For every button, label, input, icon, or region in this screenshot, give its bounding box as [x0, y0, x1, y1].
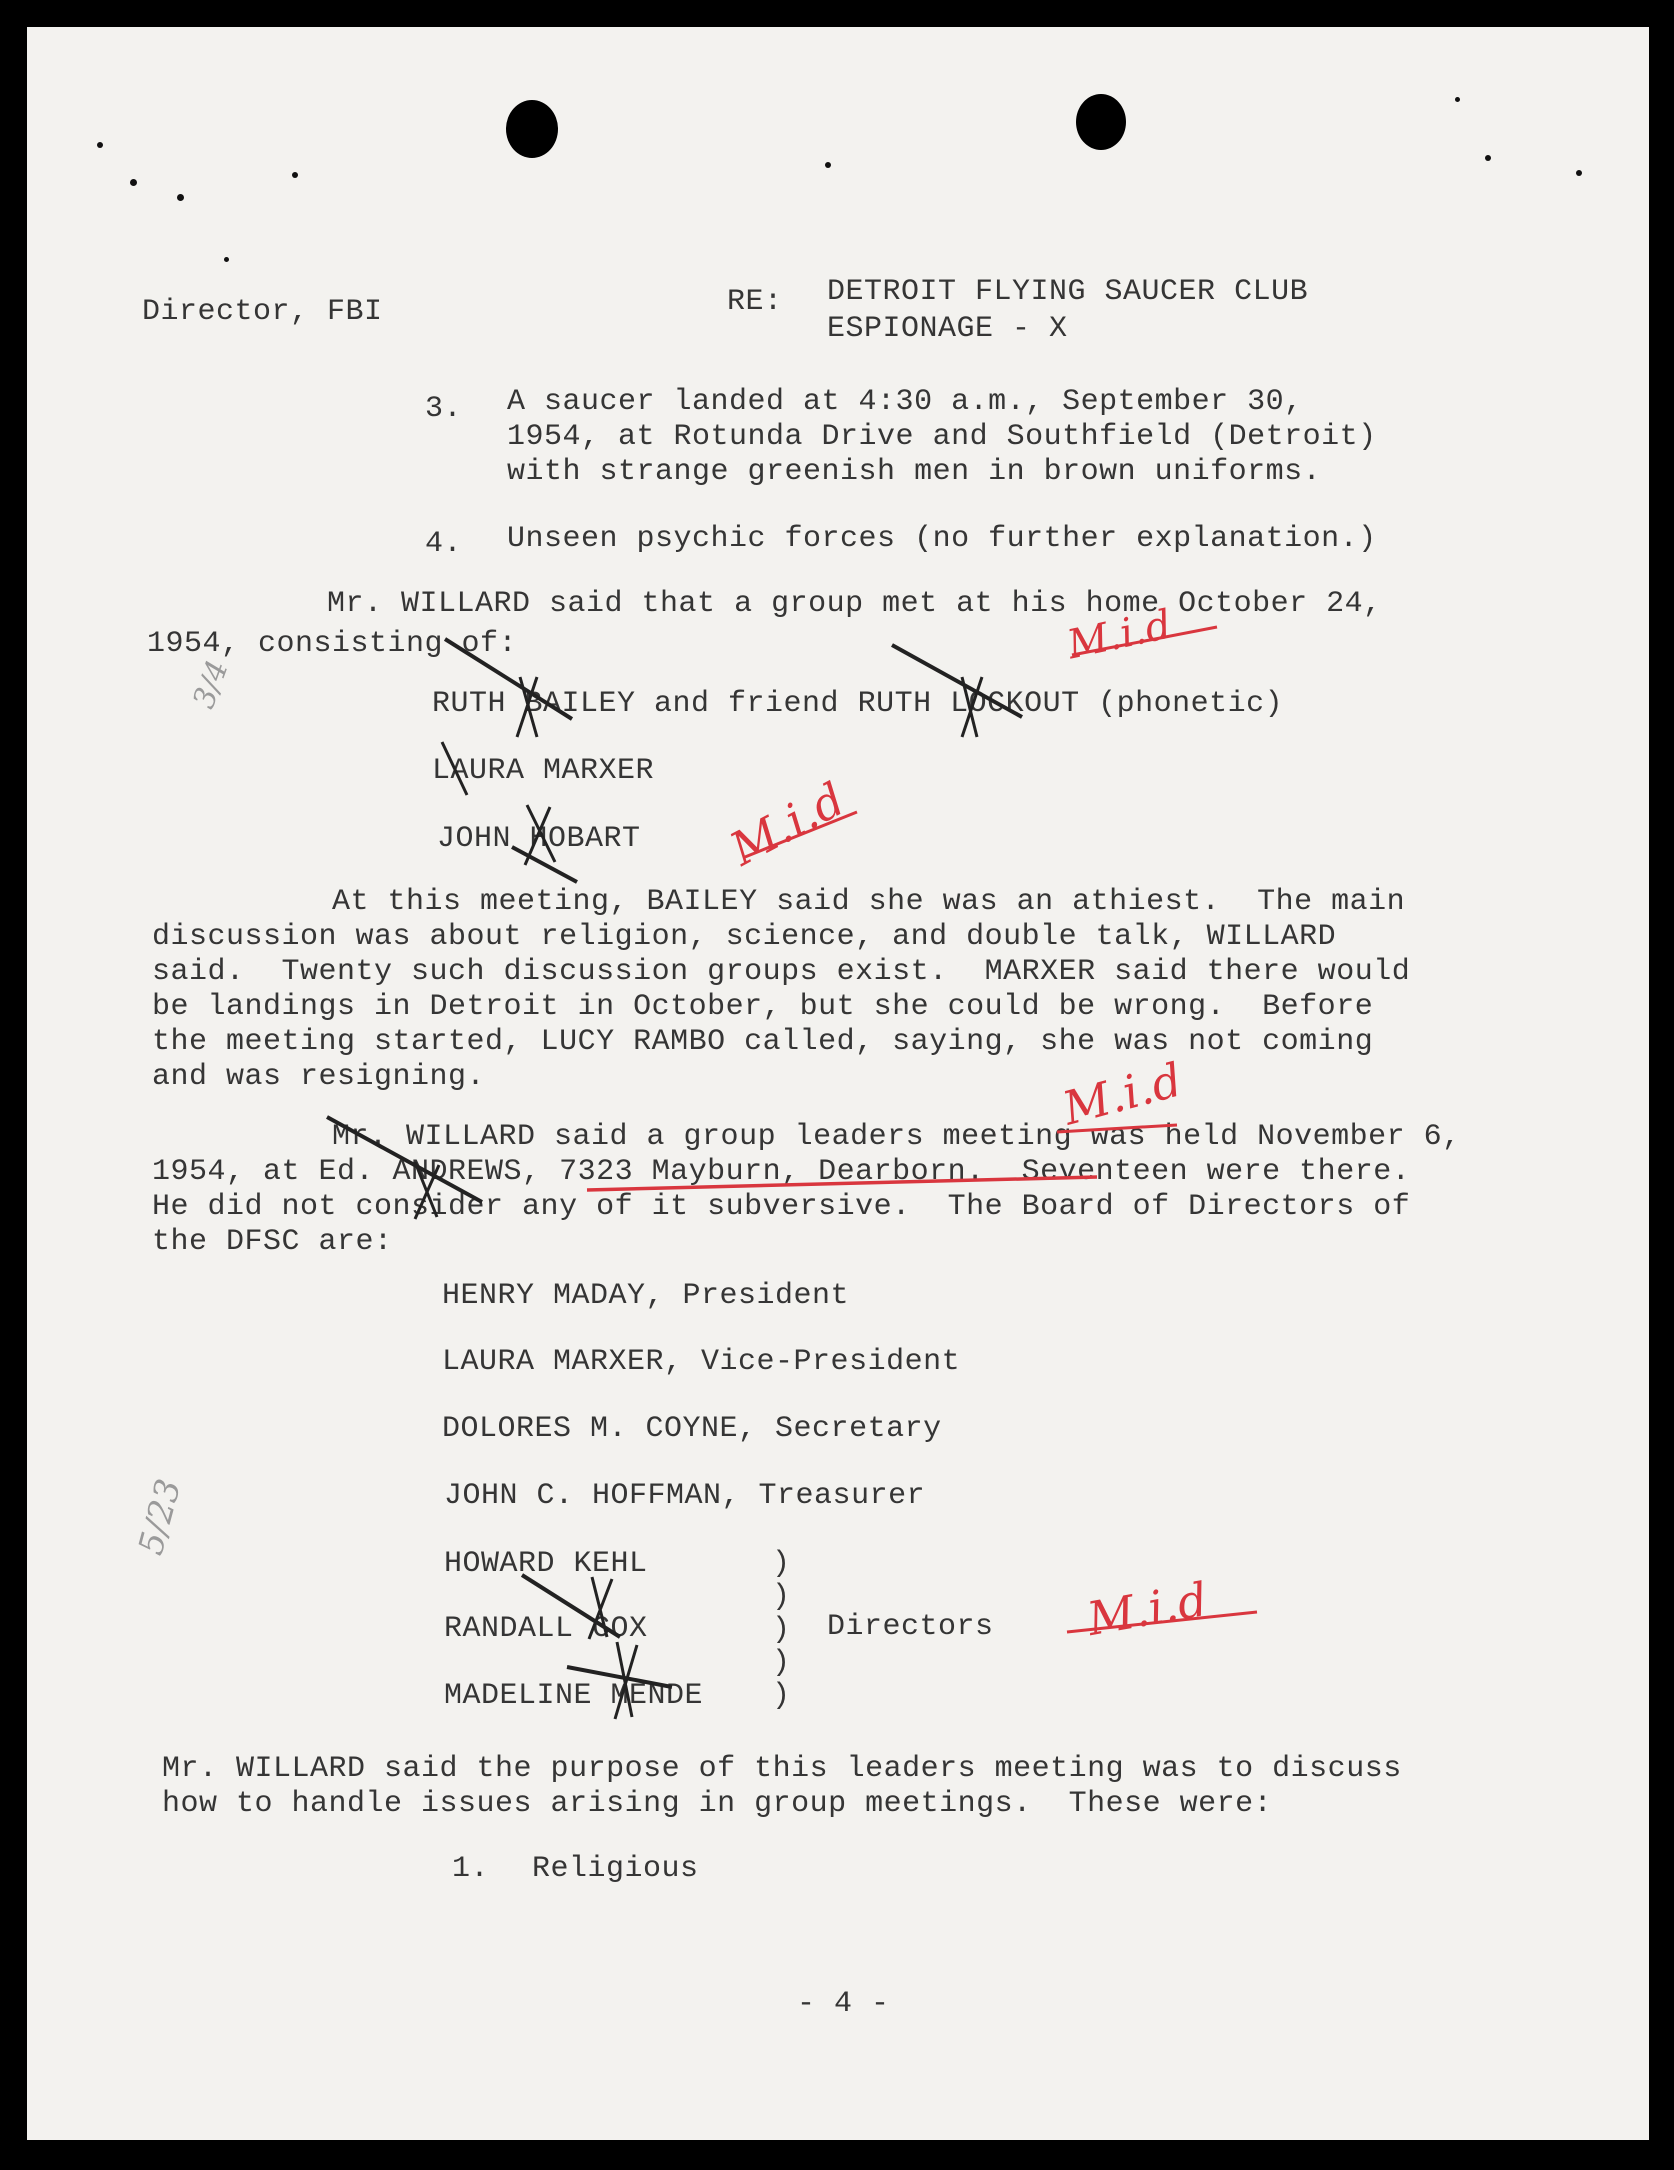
- paragraph-line: the meeting started, LUCY RAMBO called, saying, she was not coming: [152, 1025, 1374, 1059]
- strike-mark: [442, 742, 467, 795]
- re-label: RE:: [727, 285, 783, 319]
- red-annotation: M.i.d: [1083, 1571, 1212, 1647]
- addressee: Director, FBI: [142, 295, 383, 329]
- bracket-paren: ): [772, 1679, 791, 1713]
- item-line: with strange greenish men in brown uniforms.: [507, 455, 1322, 489]
- red-underline: [1067, 1612, 1257, 1632]
- bracket-paren: ): [772, 1547, 791, 1581]
- item-line: 1954, at Rotunda Drive and Southfield (Detroit): [507, 420, 1377, 454]
- re-subject-line-2: ESPIONAGE - X: [827, 312, 1068, 346]
- paragraph-line: the DFSC are:: [152, 1225, 393, 1259]
- group-member: LAURA MARXER: [432, 754, 655, 788]
- paragraph-line: be landings in Detroit in October, but she could be wrong. Before: [152, 990, 1374, 1024]
- strike-mark: [512, 847, 577, 882]
- director-name: HOWARD KEHL: [444, 1547, 648, 1581]
- paragraph-line: Mr. WILLARD said a group leaders meeting was held November 6,: [332, 1120, 1461, 1154]
- directors-label: Directors: [827, 1610, 994, 1644]
- bracket-paren: ): [772, 1580, 791, 1614]
- issue-text: Religious: [532, 1852, 699, 1886]
- red-underline: [745, 812, 857, 857]
- paragraph-line: He did not consider any of it subversive. The Board of Directors of: [152, 1190, 1411, 1224]
- paragraph-line: and was resigning.: [152, 1060, 486, 1094]
- red-annotation: M.i.d: [1063, 601, 1176, 669]
- strike-mark: [445, 639, 572, 719]
- strike-mark: [327, 1117, 482, 1202]
- item-line: Unseen psychic forces (no further explanation.): [507, 522, 1377, 556]
- board-member: HENRY MADAY, President: [442, 1279, 850, 1313]
- document-page: [27, 27, 1649, 2140]
- director-name: RANDALL COX: [444, 1612, 648, 1646]
- bracket-paren: ): [772, 1646, 791, 1680]
- group-member: RUTH BAILEY and friend RUTH LOCKOUT (phonetic): [432, 687, 1284, 721]
- re-subject-line-1: DETROIT FLYING SAUCER CLUB: [827, 275, 1309, 309]
- pencil-annotation: 5/23: [130, 1474, 190, 1560]
- red-underline: [1057, 1125, 1177, 1132]
- red-underline: [587, 1177, 1097, 1190]
- board-member: LAURA MARXER, Vice-President: [442, 1345, 961, 1379]
- strike-mark: [892, 645, 1022, 717]
- pencil-annotation: 3/4: [186, 655, 236, 714]
- strike-mark: [962, 677, 982, 737]
- board-member: DOLORES M. COYNE, Secretary: [442, 1412, 942, 1446]
- item-number: 4.: [425, 527, 463, 561]
- item-line: A saucer landed at 4:30 a.m., September 30,: [507, 385, 1303, 419]
- markup-strokes: [27, 27, 1649, 2140]
- group-member: JOHN HOBART: [437, 822, 641, 856]
- red-annotation: M.i.d: [1057, 1052, 1188, 1136]
- paragraph-line: Mr. WILLARD said that a group met at his home October 24,: [327, 587, 1382, 621]
- bracket-paren: ): [772, 1613, 791, 1647]
- paragraph-line: 1954, at Ed. ANDREWS, 7323 Mayburn, Dearborn. Seventeen were there.: [152, 1155, 1411, 1189]
- paragraph-line: discussion was about religion, science, and double talk, WILLARD: [152, 920, 1337, 954]
- paragraph-line: 1954, consisting of:: [147, 627, 518, 661]
- issue-number: 1.: [452, 1852, 490, 1886]
- board-member: JOHN C. HOFFMAN, Treasurer: [444, 1479, 926, 1513]
- paragraph-line: At this meeting, BAILEY said she was an athiest. The main: [332, 885, 1406, 919]
- paragraph-line: Mr. WILLARD said the purpose of this leaders meeting was to discuss: [162, 1752, 1402, 1786]
- director-name: MADELINE MENDE: [444, 1679, 704, 1713]
- paragraph-line: how to handle issues arising in group meetings. These were:: [162, 1787, 1273, 1821]
- red-underline: [1072, 627, 1217, 655]
- page-number: - 4 -: [797, 1987, 890, 2021]
- strike-mark: [567, 1667, 672, 1687]
- item-number: 3.: [425, 392, 463, 426]
- paragraph-line: said. Twenty such discussion groups exist. MARXER said there would: [152, 955, 1411, 989]
- red-annotation: M.i.d: [721, 771, 854, 877]
